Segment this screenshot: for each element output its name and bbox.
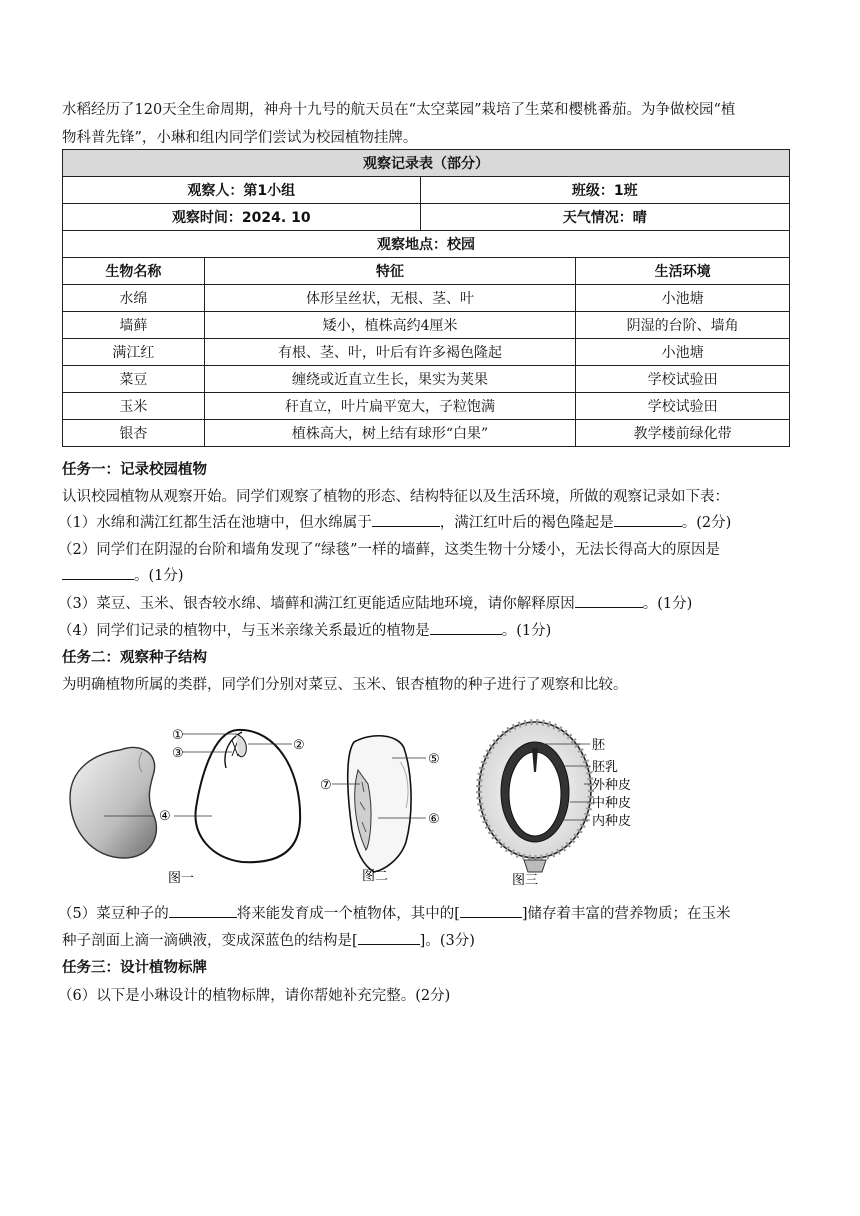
- fig1-label: 图一: [168, 871, 195, 886]
- header-name: 生物名称: [63, 258, 205, 285]
- seed-figures: [62, 712, 790, 892]
- bean-section-illustration: [195, 730, 300, 862]
- ginkgo-label-middle-coat: 中种皮: [592, 796, 632, 811]
- answer-blank[interactable]: [169, 901, 237, 918]
- fig3-label: 图三: [512, 873, 539, 888]
- answer-blank[interactable]: [575, 591, 643, 608]
- mark-4: ④: [159, 809, 171, 824]
- observer-cell: 观察人：第1小组: [63, 177, 421, 204]
- cell-feature: 体形呈丝状，无根、茎、叶: [204, 285, 575, 312]
- ginkgo-label-outer-coat: 外种皮: [592, 778, 632, 793]
- question-4: （4）同学们记录的植物中，与玉米亲缘关系最近的植物是 。(1分): [58, 618, 792, 644]
- ginkgo-label-embryo: 胚: [592, 738, 606, 753]
- intro-paragraph: [62, 96, 790, 152]
- cell-name: 玉米: [63, 393, 205, 420]
- cell-habitat: 学校试验田: [576, 393, 790, 420]
- intro-line-2: 物科普先锋”，小琳和组内同学们尝试为校园植物挂牌。: [62, 130, 418, 146]
- question-3: （3）菜豆、玉米、银杏较水绵、墙藓和满江红更能适应陆地环境，请你解释原因 。(1分): [58, 591, 792, 617]
- question-1: （1）水绵和满江红都生活在池塘中，但水绵属于 ，满江红叶后的褐色隆起是 。(2分): [58, 510, 792, 536]
- cell-name: 满江红: [63, 339, 205, 366]
- table-title: 观察记录表（部分）: [63, 150, 790, 177]
- fig2-label: 图二: [362, 869, 389, 884]
- table-header-row: [63, 258, 790, 285]
- location-cell: 观察地点：校园: [63, 231, 790, 258]
- mark-5: ⑤: [428, 752, 440, 767]
- cell-feature: 植株高大，树上结有球形“白果”: [204, 420, 575, 447]
- answer-blank[interactable]: [460, 901, 522, 918]
- question-2-cont: 。(1分): [62, 563, 790, 589]
- cell-name: 银杏: [63, 420, 205, 447]
- mark-3: ③: [172, 746, 184, 761]
- table-row: [63, 339, 790, 366]
- answer-blank[interactable]: [430, 618, 502, 635]
- cell-feature: 秆直立，叶片扁平宽大，子粒饱满: [204, 393, 575, 420]
- answer-blank[interactable]: [62, 563, 134, 580]
- task2-desc: 为明确植物所属的类群，同学们分别对菜豆、玉米、银杏植物的种子进行了观察和比较。: [62, 677, 628, 693]
- task2-title: 任务二：观察种子结构: [62, 650, 207, 666]
- ginkgo-seed-illustration: [479, 722, 591, 872]
- answer-blank[interactable]: [372, 510, 440, 527]
- observation-table: [62, 149, 790, 447]
- table-row: [63, 420, 790, 447]
- intro-line-1: 水稻经历了120天全生命周期，神舟十九号的航天员在“太空菜园”栽培了生菜和樱桃番茄。为争做校园“植: [62, 102, 736, 118]
- question-5-cont: 种子剖面上滴一滴碘液，变成深蓝色的结构是[ ]。(3分): [62, 928, 790, 954]
- cell-habitat: 阴湿的台阶、墙角: [576, 312, 790, 339]
- bean-whole-illustration: [70, 747, 156, 858]
- table-row: [63, 393, 790, 420]
- mark-2: ②: [293, 738, 305, 753]
- table-row: [63, 366, 790, 393]
- question-2: （2）同学们在阴湿的台阶和墙角发现了“绿毯”一样的墙藓，这类生物十分矮小，无法长得高大的原因是: [58, 542, 721, 558]
- time-cell: 观察时间：2024. 10: [63, 204, 421, 231]
- table-row: [63, 312, 790, 339]
- corn-kernel-illustration: [348, 736, 411, 872]
- weather-cell: 天气情况：晴: [420, 204, 789, 231]
- cell-habitat: 教学楼前绿化带: [576, 420, 790, 447]
- header-feature: 特征: [204, 258, 575, 285]
- cell-habitat: 小池塘: [576, 285, 790, 312]
- class-cell: 班级：1班: [420, 177, 789, 204]
- task3-title: 任务三：设计植物标牌: [62, 960, 207, 976]
- question-6: （6）以下是小琳设计的植物标牌，请你帮她补充完整。(2分): [58, 988, 451, 1004]
- task1-title: 任务一：记录校园植物: [62, 462, 207, 478]
- header-habitat: 生活环境: [576, 258, 790, 285]
- cell-feature: 缠绕或近直立生长，果实为荚果: [204, 366, 575, 393]
- cell-habitat: 小池塘: [576, 339, 790, 366]
- cell-feature: 有根、茎、叶，叶后有许多褐色隆起: [204, 339, 575, 366]
- ginkgo-label-endosperm: 胚乳: [592, 760, 619, 775]
- cell-feature: 矮小，植株高约4厘米: [204, 312, 575, 339]
- table-row: [63, 285, 790, 312]
- mark-1: ①: [172, 728, 184, 743]
- cell-name: 水绵: [63, 285, 205, 312]
- answer-blank[interactable]: [358, 928, 420, 945]
- answer-blank[interactable]: [614, 510, 682, 527]
- ginkgo-label-inner-coat: 内种皮: [592, 814, 632, 829]
- cell-name: 墙藓: [63, 312, 205, 339]
- mark-6: ⑥: [428, 812, 440, 827]
- cell-name: 菜豆: [63, 366, 205, 393]
- task1-desc: 认识校园植物从观察开始。同学们观察了植物的形态、结构特征以及生活环境，所做的观察记录如下表：: [62, 489, 729, 505]
- mark-7: ⑦: [320, 778, 332, 793]
- question-5: （5）菜豆种子的 将来能发育成一个植物体，其中的[ ]储存着丰富的营养物质；在玉米: [58, 901, 792, 927]
- cell-habitat: 学校试验田: [576, 366, 790, 393]
